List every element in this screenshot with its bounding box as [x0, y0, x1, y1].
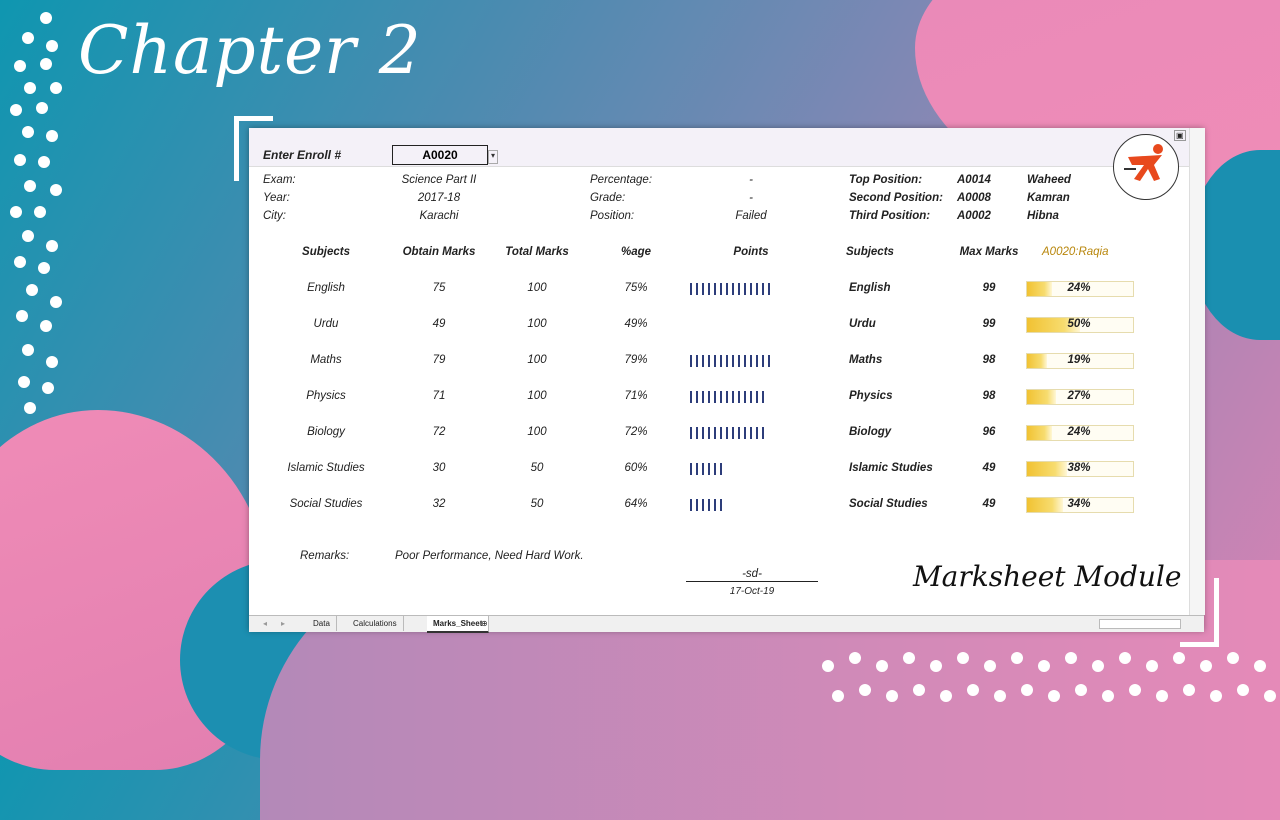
point-tick [738, 355, 740, 367]
decorative-dot [36, 102, 48, 114]
decorative-dot [1048, 690, 1060, 702]
grade-value: - [749, 192, 753, 204]
city-label: City: [263, 210, 286, 222]
year-label: Year: [263, 192, 290, 204]
point-tick [756, 355, 758, 367]
tab-scroll-left-icon[interactable]: ◂ [263, 619, 268, 628]
point-tick [762, 427, 764, 439]
point-tick [702, 427, 704, 439]
decorative-dot [18, 376, 30, 388]
table-row-total: 100 [527, 354, 547, 366]
table-row-subject: English [307, 282, 345, 294]
point-tick [690, 427, 692, 439]
progress-bar-label: 19% [1067, 354, 1091, 366]
decorative-dot [46, 240, 58, 252]
decorative-dot [849, 652, 861, 664]
points-bar [690, 427, 764, 439]
table-row-max: 99 [982, 282, 996, 294]
year-value: 2017-18 [417, 192, 461, 204]
point-tick [714, 499, 716, 511]
table-row-obtain: 30 [432, 462, 446, 474]
header-obtain-marks: Obtain Marks [402, 246, 476, 258]
header-percentage: %age [620, 246, 652, 258]
decorative-dot [42, 382, 54, 394]
decorative-dot [40, 58, 52, 70]
horizontal-scrollbar[interactable] [1099, 619, 1181, 629]
chapter-title: Chapter 2 [78, 12, 422, 89]
signature-date: 17-Oct-19 [729, 586, 775, 597]
table-row-subject-2: Maths [849, 354, 883, 366]
table-row-max: 49 [982, 498, 996, 510]
decorative-dot [22, 230, 34, 242]
topper-id: A0008 [957, 192, 991, 204]
decorative-dot [822, 660, 834, 672]
point-tick [702, 283, 704, 295]
point-tick [738, 427, 740, 439]
point-tick [750, 427, 752, 439]
decorative-dot [40, 320, 52, 332]
point-tick [714, 463, 716, 475]
decorative-dot [832, 690, 844, 702]
enroll-row [249, 128, 1189, 167]
decorative-dot [50, 82, 62, 94]
decorative-dot [1038, 660, 1050, 672]
point-tick [732, 283, 734, 295]
point-tick [732, 391, 734, 403]
topper-label: Top Position: [849, 174, 923, 186]
progress-bar-label: 34% [1067, 498, 1091, 510]
decorative-dot [967, 684, 979, 696]
point-tick [696, 355, 698, 367]
point-tick [726, 283, 728, 295]
spreadsheet-window [249, 128, 1204, 631]
point-tick [756, 283, 758, 295]
point-tick [720, 283, 722, 295]
decorative-dot [10, 206, 22, 218]
table-row-subject: Biology [307, 426, 345, 438]
points-bar [690, 283, 770, 295]
city-value: Karachi [419, 210, 459, 222]
point-tick [708, 391, 710, 403]
point-tick [738, 283, 740, 295]
topper-name: Hibna [1027, 210, 1059, 222]
point-tick [696, 463, 698, 475]
decorative-dot [38, 262, 50, 274]
enroll-input[interactable]: A0020 [392, 145, 488, 165]
point-tick [720, 463, 722, 475]
header-subjects-2: Subjects [846, 246, 894, 258]
topper-name: Waheed [1027, 174, 1071, 186]
point-tick [744, 283, 746, 295]
point-tick [726, 355, 728, 367]
table-row-percentage: 64% [624, 498, 648, 510]
decorative-dot [930, 660, 942, 672]
decorative-dot [24, 82, 36, 94]
points-bar [690, 499, 722, 511]
decorative-dot [994, 690, 1006, 702]
decorative-dot [1119, 652, 1131, 664]
point-tick [702, 499, 704, 511]
decorative-dot [46, 130, 58, 142]
decorative-dot [10, 104, 22, 116]
point-tick [714, 283, 716, 295]
points-bar [690, 355, 770, 367]
progress-bar-label: 38% [1067, 462, 1091, 474]
progress-bar-label: 50% [1067, 318, 1091, 330]
point-tick [696, 499, 698, 511]
point-tick [720, 391, 722, 403]
decorative-dot [22, 344, 34, 356]
point-tick [696, 391, 698, 403]
decorative-dot [14, 154, 26, 166]
vertical-scrollbar[interactable] [1189, 128, 1205, 615]
decorative-dot [1254, 660, 1266, 672]
point-tick [708, 355, 710, 367]
point-tick [708, 283, 710, 295]
point-tick [744, 391, 746, 403]
point-tick [732, 355, 734, 367]
decorative-dot [34, 206, 46, 218]
table-row-percentage: 75% [624, 282, 648, 294]
point-tick [690, 463, 692, 475]
point-tick [750, 355, 752, 367]
enroll-label: Enter Enroll # [263, 148, 342, 162]
point-tick [744, 427, 746, 439]
table-row-percentage: 60% [624, 462, 648, 474]
table-row-max: 96 [982, 426, 996, 438]
sheet-tab-bar [249, 615, 1204, 632]
decorative-dot [1065, 652, 1077, 664]
points-bar [690, 463, 722, 475]
point-tick [708, 499, 710, 511]
decorative-dot [913, 684, 925, 696]
decorative-dot [1156, 690, 1168, 702]
percentage-value: - [749, 174, 753, 186]
table-row-total: 50 [530, 498, 544, 510]
point-tick [762, 391, 764, 403]
table-row-percentage: 49% [624, 318, 648, 330]
header-subjects: Subjects [302, 246, 350, 258]
decorative-dot [1102, 690, 1114, 702]
header-total-marks: Total Marks [505, 246, 569, 258]
point-tick [750, 391, 752, 403]
decorative-dot [1146, 660, 1158, 672]
point-tick [696, 427, 698, 439]
decorative-dot [1200, 660, 1212, 672]
points-bar [690, 391, 764, 403]
point-tick [720, 499, 722, 511]
table-row-subject-2: Islamic Studies [849, 462, 933, 474]
point-tick [714, 391, 716, 403]
position-label: Position: [590, 210, 635, 222]
grade-label: Grade: [590, 192, 626, 204]
table-row-subject: Social Studies [289, 498, 363, 510]
decorative-dot [940, 690, 952, 702]
decorative-dot [22, 32, 34, 44]
table-row-max: 98 [982, 390, 996, 402]
table-row-obtain: 72 [432, 426, 446, 438]
decorative-dot [46, 40, 58, 52]
point-tick [696, 283, 698, 295]
point-tick [726, 427, 728, 439]
table-row-max: 99 [982, 318, 996, 330]
table-row-subject: Islamic Studies [287, 462, 365, 474]
table-row-max: 49 [982, 462, 996, 474]
point-tick [750, 283, 752, 295]
progress-bar-label: 27% [1067, 390, 1091, 402]
table-row-subject: Physics [306, 390, 346, 402]
point-tick [708, 427, 710, 439]
table-row-total: 100 [527, 390, 547, 402]
decorative-dot [1183, 684, 1195, 696]
point-tick [720, 427, 722, 439]
exam-value: Science Part II [401, 174, 477, 186]
table-row-obtain: 32 [432, 498, 446, 510]
table-row-subject-2: Urdu [849, 318, 876, 330]
point-tick [768, 355, 770, 367]
decorative-dot [24, 402, 36, 414]
header-student: A0020:Raqia [1042, 246, 1109, 258]
point-tick [702, 391, 704, 403]
decorative-dot [1092, 660, 1104, 672]
remarks-label: Remarks: [300, 550, 350, 562]
table-row-obtain: 75 [432, 282, 446, 294]
add-sheet-icon[interactable]: ⊕ [481, 619, 488, 628]
decorative-dot [1075, 684, 1087, 696]
decorative-dot [886, 690, 898, 702]
decorative-dot [1237, 684, 1249, 696]
remarks-value: Poor Performance, Need Hard Work. [395, 550, 584, 562]
decorative-dot [50, 184, 62, 196]
point-tick [702, 463, 704, 475]
decorative-dot [1227, 652, 1239, 664]
tab-marks-sheet[interactable]: Marks_Sheet [427, 616, 489, 633]
point-tick [756, 427, 758, 439]
decorative-dot [46, 356, 58, 368]
percentage-label: Percentage: [590, 174, 653, 186]
table-row-percentage: 71% [624, 390, 648, 402]
decorative-dot [984, 660, 996, 672]
point-tick [714, 355, 716, 367]
decorative-dot [40, 12, 52, 24]
table-row-percentage: 79% [624, 354, 648, 366]
decorative-dot [1129, 684, 1141, 696]
topper-label: Second Position: [849, 192, 943, 204]
table-row-total: 100 [527, 426, 547, 438]
decorative-dot [26, 284, 38, 296]
logo [1113, 134, 1179, 200]
header-points: Points [733, 246, 769, 258]
point-tick [690, 499, 692, 511]
progress-bar-label: 24% [1067, 282, 1091, 294]
decorative-dot [16, 310, 28, 322]
table-row-total: 100 [527, 282, 547, 294]
point-tick [720, 355, 722, 367]
module-title: Marksheet Module [913, 560, 1182, 593]
restore-window-icon[interactable]: ▣ [1176, 131, 1184, 140]
table-row-total: 100 [527, 318, 547, 330]
signature-line [686, 581, 818, 582]
decorative-dot [957, 652, 969, 664]
dropdown-arrow-icon[interactable]: ▾ [488, 150, 498, 164]
point-tick [726, 391, 728, 403]
decorative-dot [859, 684, 871, 696]
topper-name: Kamran [1027, 192, 1070, 204]
header-max-marks: Max Marks [959, 246, 1019, 258]
tab-scroll-right-icon[interactable]: ▸ [281, 619, 286, 628]
table-row-obtain: 49 [432, 318, 446, 330]
table-row-obtain: 71 [432, 390, 446, 402]
tab-data[interactable]: Data [307, 616, 337, 631]
decorative-dot [50, 296, 62, 308]
point-tick [744, 355, 746, 367]
point-tick [690, 355, 692, 367]
table-row-max: 98 [982, 354, 996, 366]
topper-label: Third Position: [849, 210, 931, 222]
decorative-dot [1264, 690, 1276, 702]
decorative-dot [1011, 652, 1023, 664]
topper-id: A0002 [957, 210, 991, 222]
point-tick [762, 283, 764, 295]
table-row-subject-2: English [849, 282, 891, 294]
table-row-obtain: 79 [432, 354, 446, 366]
table-row-subject-2: Biology [849, 426, 892, 438]
point-tick [732, 427, 734, 439]
point-tick [708, 463, 710, 475]
point-tick [714, 427, 716, 439]
topper-id: A0014 [957, 174, 991, 186]
decorative-dot [1210, 690, 1222, 702]
table-row-subject: Maths [310, 354, 342, 366]
table-row-percentage: 72% [624, 426, 648, 438]
point-tick [738, 391, 740, 403]
decorative-dot [14, 256, 26, 268]
decorative-dot [1021, 684, 1033, 696]
table-row-subject-2: Social Studies [849, 498, 928, 510]
decorative-dot [14, 60, 26, 72]
point-tick [768, 283, 770, 295]
point-tick [702, 355, 704, 367]
point-tick [690, 391, 692, 403]
table-row-subject-2: Physics [849, 390, 893, 402]
decorative-dot [1173, 652, 1185, 664]
point-tick [756, 391, 758, 403]
decorative-dot [903, 652, 915, 664]
decorative-dot [24, 180, 36, 192]
position-value: Failed [735, 210, 767, 222]
table-row-subject: Urdu [313, 318, 339, 330]
exam-label: Exam: [263, 174, 296, 186]
point-tick [762, 355, 764, 367]
tab-calculations[interactable]: Calculations [347, 616, 404, 631]
progress-bar-label: 24% [1067, 426, 1091, 438]
decorative-dot [22, 126, 34, 138]
signature: -sd- [742, 568, 762, 580]
decorative-dot [38, 156, 50, 168]
table-row-total: 50 [530, 462, 544, 474]
decorative-dot [876, 660, 888, 672]
point-tick [690, 283, 692, 295]
